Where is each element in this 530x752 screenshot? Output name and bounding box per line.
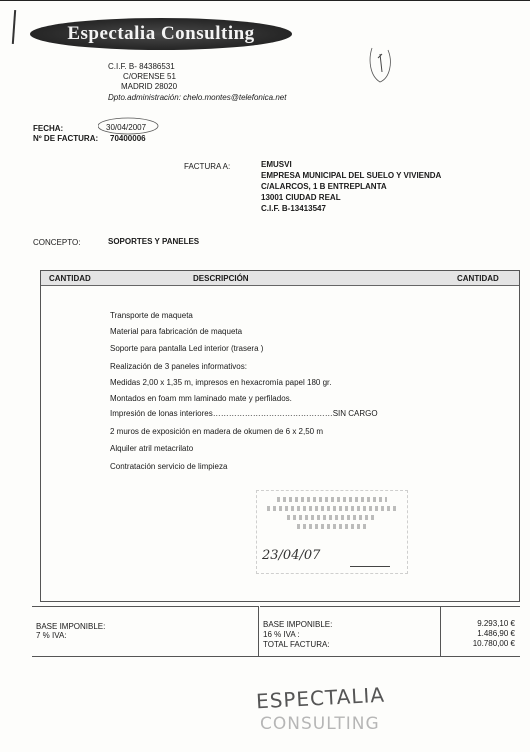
list-item: Realización de 3 paneles informativos: — [110, 362, 247, 371]
recipient-line: 13001 CIUDAD REAL — [261, 193, 341, 202]
header-amount: CANTIDAD — [457, 274, 499, 283]
list-item: Medidas 2,00 x 1,35 m, impresos en hexacromía papel 180 gr. — [110, 378, 332, 387]
total-label: TOTAL FACTURA: — [263, 640, 330, 649]
handwritten-page-mark-icon — [366, 42, 396, 86]
company-city: MADRID 28020 — [121, 82, 178, 91]
company-logo — [30, 18, 292, 50]
base-value: 9.293,10 € — [477, 619, 515, 628]
company-street: C/ORENSE 51 — [123, 72, 176, 81]
divider — [32, 606, 258, 607]
invoice-number-label: Nº DE FACTURA: — [33, 134, 99, 143]
date-value: 30/04/2007 — [106, 123, 147, 132]
iva-label: 16 % IVA : — [263, 630, 300, 639]
signature-line2: CONSULTING — [260, 714, 380, 734]
list-item: Contratación servicio de limpieza — [110, 462, 228, 471]
list-item: Soporte para pantalla Led interior (trasera ) — [110, 344, 264, 353]
company-admin-email: Dpto.administración: chelo.montes@telefonica.net — [108, 93, 287, 102]
list-item: 2 muros de exposición en madera de okumen de 6 x 2,50 m — [110, 427, 324, 436]
concept-value: SOPORTES Y PANELES — [108, 237, 200, 246]
list-item: Alquiler atril metacrilato — [110, 444, 194, 453]
divider — [32, 656, 520, 657]
company-cif: C.I.F. B- 84386531 — [108, 62, 175, 71]
list-item: Transporte de maqueta — [110, 311, 193, 320]
recipient-line: C.I.F. B-13413547 — [261, 204, 326, 213]
recipient-line: EMUSVI — [261, 160, 292, 169]
header-description: DESCRIPCIÓN — [193, 274, 249, 283]
date-circle-mark — [98, 116, 162, 136]
base-label: BASE IMPONIBLE: — [263, 620, 333, 629]
divider — [260, 606, 520, 607]
signature-stroke — [350, 566, 390, 567]
list-item: Montados en foam mm laminado mate y perfilados. — [110, 394, 292, 403]
list-item: Material para fabricación de maqueta — [110, 327, 243, 336]
margin-mark — [12, 10, 16, 44]
company-logo-text: Espectalia Consulting — [67, 23, 255, 44]
recipient-line: C/ALARCOS, 1 B ENTREPLANTA — [261, 182, 387, 191]
top-border-line — [0, 0, 530, 1]
signature-line1: ESPECTALIA — [255, 682, 386, 714]
company-signature-stamp — [250, 682, 390, 746]
recipient-line: EMPRESA MUNICIPAL DEL SUELO Y VIVIENDA — [261, 171, 442, 180]
iva-value: 1.486,90 € — [477, 629, 515, 638]
left-iva-label: 7 % IVA: — [36, 631, 67, 640]
recipient-label: FACTURA A: — [184, 162, 231, 171]
invoice-number-value: 70400006 — [110, 134, 146, 143]
total-value: 10.780,00 € — [472, 639, 515, 648]
concept-label: CONCEPTO: — [33, 238, 81, 247]
divider — [440, 606, 441, 656]
date-label: FECHA: — [33, 124, 64, 133]
table-header — [41, 271, 519, 286]
handwritten-date: 23/04/07 — [262, 548, 321, 563]
left-base-label: BASE IMPONIBLE: — [36, 622, 106, 631]
header-quantity: CANTIDAD — [49, 274, 91, 283]
divider — [258, 606, 259, 656]
list-item: Impresión de lonas interiores………………………………………SIN CARGO — [110, 409, 378, 418]
